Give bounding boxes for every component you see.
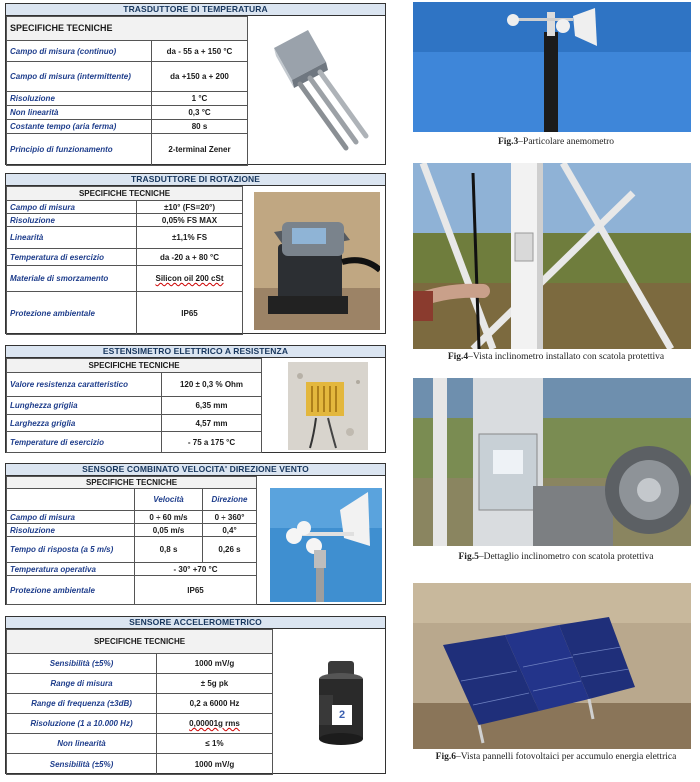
spec-label: Risoluzione (1 a 10.000 Hz): [7, 714, 157, 734]
spec-label: Risoluzione: [7, 92, 152, 106]
spec-header: SPECIFICHE TECNICHE: [7, 630, 273, 654]
temperature-block-title: TRASDUTTORE DI TEMPERATURA: [6, 4, 385, 16]
wind-sensor-image: [270, 488, 382, 602]
spec-value: 0,8 s: [135, 537, 203, 563]
spec-label: Temperatura operativa: [7, 563, 135, 576]
spec-value: 1 °C: [152, 92, 248, 106]
fig4-number: Fig.4: [447, 352, 469, 362]
strain-gauge-block-title: ESTENSIMETRO ELETTRICO A RESISTENZA: [6, 346, 385, 358]
fig4-text: –Vista inclinometro installato con scatola protettiva: [468, 352, 665, 362]
rotation-spec-table: [6, 186, 243, 335]
inclinometer-installed-photo: [413, 163, 691, 349]
fig5-text: –Dettaglio inclinometro con scatola protettiva: [478, 552, 654, 562]
spec-label: Tempo di risposta (a 5 m/s): [7, 537, 135, 563]
spec-value: 0,4°: [203, 524, 257, 537]
wind-sensor-block: [5, 463, 386, 605]
spec-label: Costante tempo (aria ferma): [7, 120, 152, 134]
spec-value: [157, 714, 273, 734]
spec-header: SPECIFICHE TECNICHE: [7, 477, 257, 489]
spec-label: Linearità: [7, 227, 137, 249]
spec-value: da +150 a + 200: [152, 62, 248, 92]
fig3-number: Fig.3: [497, 137, 519, 147]
temperature-sensor-block: [5, 3, 386, 165]
spec-value: 6,35 mm: [162, 397, 262, 415]
solar-panels-photo: [413, 583, 691, 749]
spec-header: SPECIFICHE TECNICHE: [7, 17, 248, 41]
fig5-number: Fig.5: [458, 552, 479, 562]
spec-value: 0,05 m/s: [135, 524, 203, 537]
spec-label: Principio di funzionamento: [7, 134, 152, 166]
spec-label: Non linearità: [7, 106, 152, 120]
strain-gauge-block: [5, 345, 386, 453]
spec-label: Valore resistenza caratteristico: [7, 373, 162, 397]
rotation-transducer-image: [254, 192, 380, 330]
inclinometer-detail-photo: [413, 378, 691, 546]
spec-value: 1000 mV/g: [157, 654, 273, 674]
fig6-text: –Vista pannelli fotovoltaici per accumulo energia elettrica: [456, 752, 677, 762]
spec-label: Range di frequenza (±3dB): [7, 694, 157, 714]
spec-value: 0 ÷ 360°: [203, 511, 257, 524]
spec-label: Range di misura: [7, 674, 157, 694]
strain-gauge-spec-table: [6, 358, 262, 453]
spec-label: Risoluzione: [7, 524, 135, 537]
wind-block-title: SENSORE COMBINATO VELOCITA' DIREZIONE VENTO: [6, 464, 385, 476]
spec-label: Protezione ambientale: [7, 292, 137, 335]
rotation-sensor-block: [5, 173, 386, 334]
spec-label: Protezione ambientale: [7, 576, 135, 605]
fig6-caption: [412, 752, 700, 762]
spec-label: Temperature di esercizio: [7, 432, 162, 453]
fig5-caption: [412, 552, 700, 562]
spec-label: Sensibilità (±5%): [7, 754, 157, 775]
spec-label: Campo di misura: [7, 201, 137, 214]
spec-value: 0,2 a 6000 Hz: [157, 694, 273, 714]
spec-value: 0,3 °C: [152, 106, 248, 120]
spec-label: Sensibilità (±5%): [7, 654, 157, 674]
spec-value-text: 0,00001g rms: [189, 719, 240, 728]
spec-value: IP65: [137, 292, 243, 335]
spec-label: Non linearità: [7, 734, 157, 754]
spec-value: 120 ± 0,3 % Ohm: [162, 373, 262, 397]
spec-label: Lunghezza griglia: [7, 397, 162, 415]
spec-value: ≤ 1%: [157, 734, 273, 754]
spec-label: Temperatura di esercizio: [7, 249, 137, 266]
spec-label: Campo di misura: [7, 511, 135, 524]
spec-value: [137, 266, 243, 292]
spec-value: ±10° (FS=20°): [137, 201, 243, 214]
spec-value: da - 55 a + 150 °C: [152, 41, 248, 62]
spec-label: Larghezza griglia: [7, 415, 162, 432]
spec-label: Campo di misura (intermittente): [7, 62, 152, 92]
spec-value-text: Silicon oil 200 cSt: [155, 274, 224, 283]
fig3-text: –Particolare anemometro: [518, 137, 615, 147]
fig4-caption: [412, 352, 700, 362]
spec-value: 0 ÷ 60 m/s: [135, 511, 203, 524]
col-velocita: Velocità: [135, 489, 203, 511]
spec-value: 0,26 s: [203, 537, 257, 563]
temperature-transducer-image: [256, 26, 376, 156]
spec-value: da -20 a + 80 °C: [137, 249, 243, 266]
temperature-spec-table: [6, 16, 248, 166]
anemometer-photo: [413, 2, 691, 132]
spec-value: IP65: [135, 576, 257, 605]
spec-header: SPECIFICHE TECNICHE: [7, 359, 262, 373]
spec-value: 2-terminal Zener: [152, 134, 248, 166]
spec-value: - 30° +70 °C: [135, 563, 257, 576]
spec-blank-cell: [7, 489, 135, 511]
accelerometer-image: [306, 655, 376, 755]
rotation-block-title: TRASDUTTORE DI ROTAZIONE: [6, 174, 385, 186]
sensor-number-label: 2: [338, 709, 346, 721]
spec-value: - 75 a 175 °C: [162, 432, 262, 453]
spec-label: Risoluzione: [7, 214, 137, 227]
spec-value: 1000 mV/g: [157, 754, 273, 775]
accelerometer-spec-table: [6, 629, 273, 775]
strain-gauge-image: [288, 362, 368, 450]
spec-label: Campo di misura (continuo): [7, 41, 152, 62]
fig3-caption: [412, 137, 700, 147]
spec-value: ± 5g pk: [157, 674, 273, 694]
spec-header: SPECIFICHE TECNICHE: [7, 187, 243, 201]
wind-spec-table: [6, 476, 257, 605]
spec-value: 4,57 mm: [162, 415, 262, 432]
accelerometer-block: [5, 616, 386, 774]
accelerometer-block-title: SENSORE ACCELEROMETRICO: [6, 617, 385, 629]
col-direzione: Direzione: [203, 489, 257, 511]
fig6-number: Fig.6: [435, 752, 456, 762]
spec-value: ±1,1% FS: [137, 227, 243, 249]
spec-value: 0,05% FS MAX: [137, 214, 243, 227]
spec-label: Materiale di smorzamento: [7, 266, 137, 292]
spec-value: 80 s: [152, 120, 248, 134]
